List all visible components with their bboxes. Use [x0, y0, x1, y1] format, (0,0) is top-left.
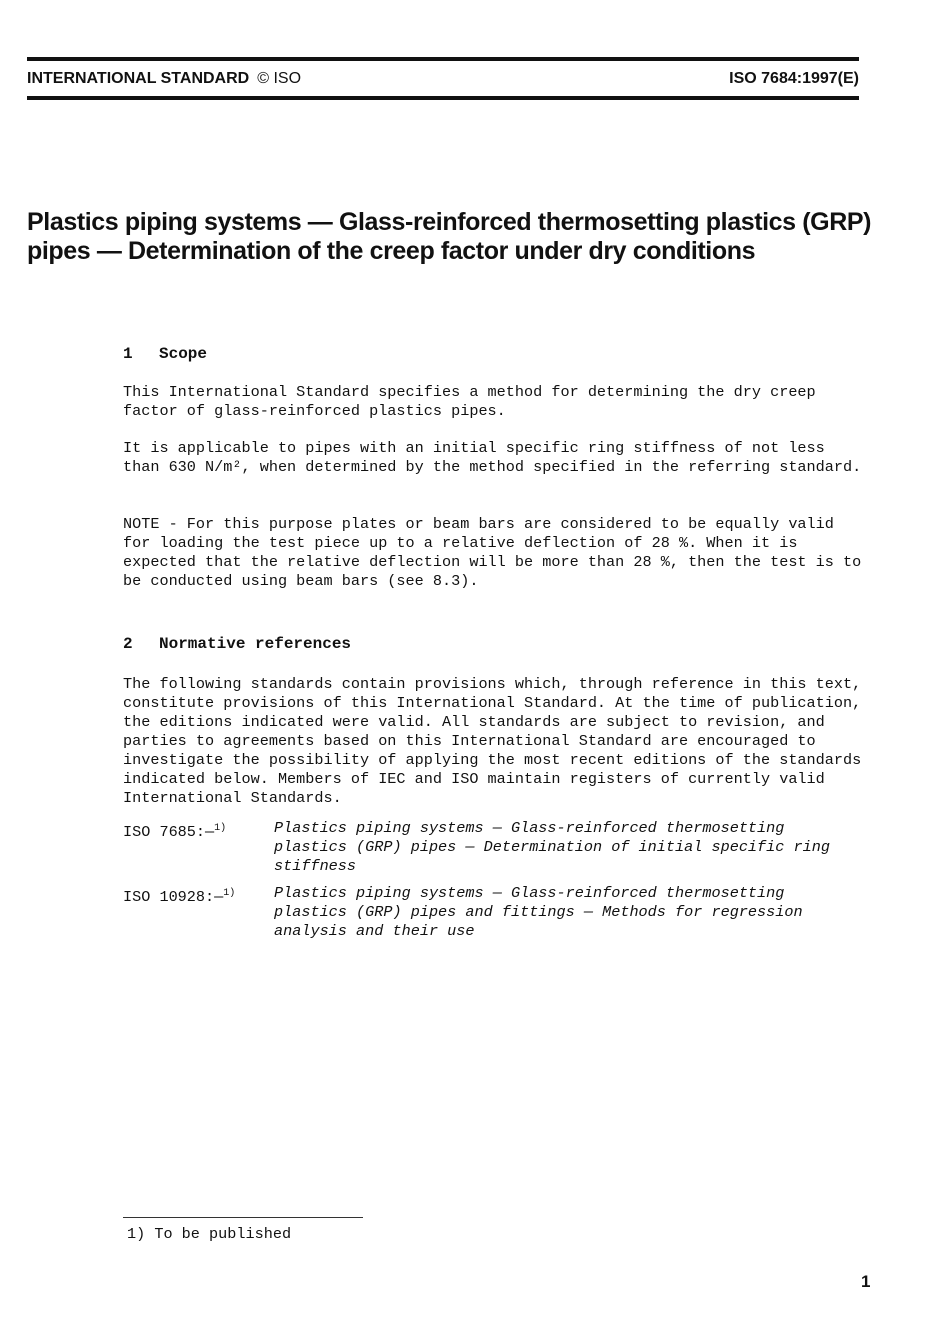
header-document-id: ISO 7684:1997(E) — [729, 70, 859, 87]
header-copyright: © ISO — [257, 70, 302, 87]
scope-paragraph-1: This International Standard specifies a method for determining the dry creep factor of glass-reinforced plastics pipes. — [123, 383, 816, 420]
page-number: 1 — [861, 1272, 871, 1291]
section-2-title: Normative references — [159, 635, 352, 653]
section-2-heading — [123, 635, 863, 653]
reference-code: ISO 10928:—$^{1)}$ — [123, 888, 236, 906]
section-2-number: 2 — [123, 635, 133, 653]
document-title: Plastics piping systems — Glass-reinforced thermosetting plastics (GRP) pipes — Determination of the creep factor under dry conditions — [27, 208, 872, 265]
reference-title: Plastics piping systems — Glass-reinforced thermosetting plastics (GRP) pipes — Determination of initial specific ring stiffness — [274, 819, 830, 875]
scope-paragraph-2: It is applicable to pipes with an initial specific ring stiffness of not less than 630 N/m², when determined by the method specified in the referring standard. — [123, 439, 862, 476]
footnote: 1) To be published — [127, 1225, 292, 1243]
reference-footnote-mark: 1) — [223, 888, 236, 899]
references-paragraph: The following standards contain provisions which, through reference in this text, constitute provisions of this International Standard. At the time of publication, the editions indicated were valid. All standards are subject to revision, and parties to agreements based on this International Standard are encouraged to investigate the possibility of applying the most recent editions of the standards indicated below. Members of IEC and ISO maintain registers of currently valid International Standards. — [123, 675, 862, 807]
header-standard-label: INTERNATIONAL STANDARD — [27, 70, 250, 87]
scope-note: NOTE - For this purpose plates or beam bars are considered to be equally valid for loading the test piece up to a relative deflection of 28 %. When it is expected that the relative deflection will be more than 28 %, then the test is to be conducted using beam bars (see 8.3). — [123, 515, 862, 590]
section-1-heading — [123, 345, 863, 363]
header-left — [27, 70, 301, 88]
reference-footnote-mark: 1) — [214, 823, 227, 834]
section-1-title: Scope — [159, 345, 208, 363]
section-1-number: 1 — [123, 345, 133, 363]
reference-code: ISO 7685:—$^{1)}$ — [123, 823, 227, 841]
header-rule-top — [27, 57, 859, 61]
footnote-rule — [123, 1217, 363, 1218]
reference-title: Plastics piping systems — Glass-reinforced thermosetting plastics (GRP) pipes and fittings — Methods for regression analysis and their use — [274, 884, 803, 940]
header-rule-bottom — [27, 96, 859, 100]
